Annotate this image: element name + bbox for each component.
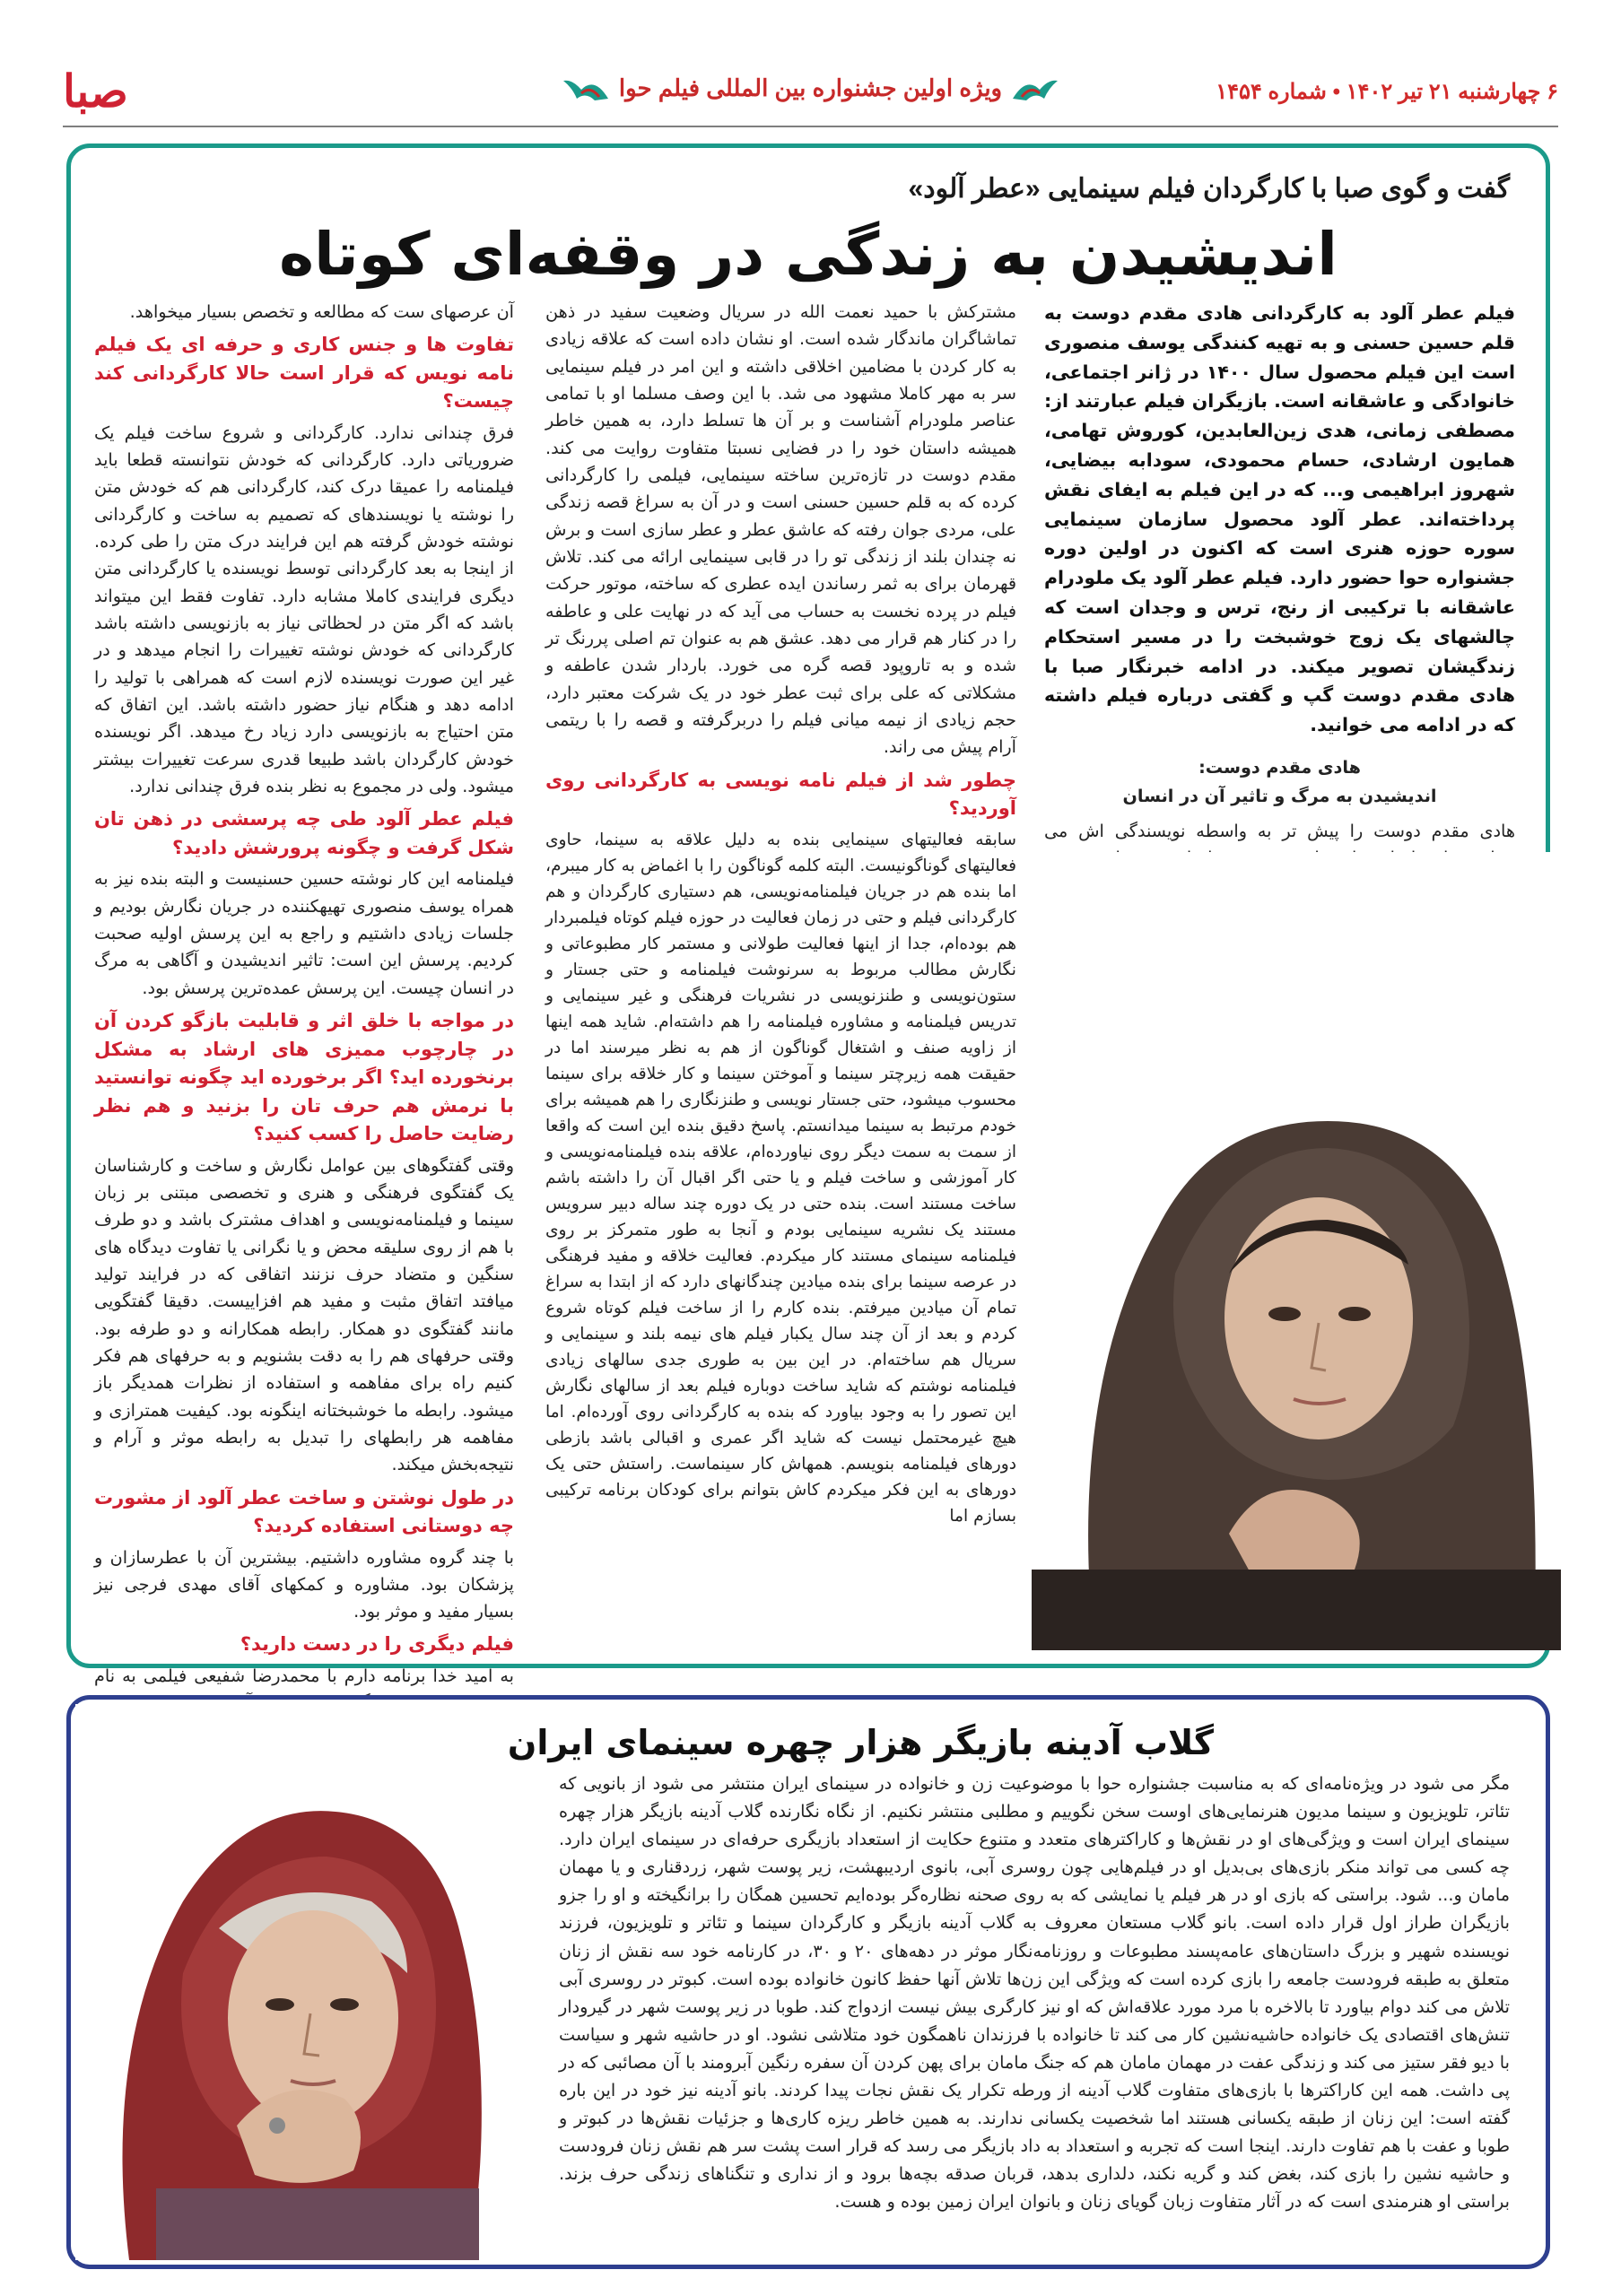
column-2-text: مشترکش با حمید نعمت الله در سریال وضعیت سفید در ذهن تماشاگران ماندگار شده است. او نشان داده است که علاقه زیادی به کار کردن با مضامین اخلاقی داشته و این امر در فیلم سینمایی سر به مهر کاملا مشهود می شد. با این وصف مسلما او با تمامی عناصر ملودرام آشناست و بر آن ها تسلط دارد، به همین خاطر همیشه داستان خود را در فضایی نسبتا متفاوت روایت می کند. مقدم دوست در تازه‌ترین ساخته سینمایی، فیلمی را کارگردانی کرده که به قلم حسین حسنی است و در آن به سراغ قصه زندگی علی، مردی جوان رفته که عاشق عطر و عطر سازی است و برش نه چندان بلند از زندگی تو را در قابی سینمایی ارائه می کند. تلاش قهرمان برای به ثمر رساندن ایده عطری که ساخته، موتور حرکت فیلم در پرده نخست به حساب می آید که در نهایت علی و عاطفه را در کنار هم قرار می دهد. عشق هم به عنوان تم اصلی پررنگ تر شده و به تاروپود قصه گره می خورد. باردار شدن عاطفه و مشکلاتی که علی برای ثبت عطر خود در یک شرکت معتبر دارد، حجم زیادی از نیمه میانی فیلم را دربرگرفته و قصه را با ریتمی آرام پیش می راند. <box>545 301 1016 758</box>
answer-5: با چند گروه مشاوره داشتیم. بیشترین آن با عطرسازان و پزشکان بود. مشاوره و کمکهای آقای مهدی فرجی نیز بسیار مفید و موثر بود. <box>94 1546 514 1622</box>
festival-title: ویژه اولین جشنواره بین المللی فیلم حوا <box>618 74 1003 101</box>
actress-portrait-image <box>1032 852 1561 1650</box>
column-3-intro: آن عرصهای ست که مطالعه و تخصص بسیار میخواهد. <box>129 301 514 322</box>
question-6: فیلم دیگری را در دست دارید؟ <box>240 1633 514 1656</box>
sidebar-text: مگر می شود در ویژه‌نامه‌ای که به مناسبت جشنواره حوا با موضوعیت زن و خانواده در سینمای ایران منتشر می شود از بانویی که تئاتر، تلویزیون و سینما مدیون هنرنمایی‌های اوست سخن نگوییم و مطلبی منتشر نکنیم. از نگاه نگارنده گلاب آدینه بازیگر هزار چهره سینمای ایران است و ویژگی‌های او در نقش‌ها و کاراکترهای متعدد و متنوع حکایت از استعداد بازیگری حرفه‌ای در سینمای ایران دارد. چه کسی می تواند منکر بازی‌های بی‌بدیل او در فیلم‌هایی چون روسری آبی، بانوی اردیبهشت، زیر پوست شهر، زردقناری و یا مهمان مامان و... شود. براستی که بازی او در هر فیلم یا نمایشی که به روی صحنه نظاره‌گر بوده‌ایم تحسین همگان را برانگیخته و او را جزو بازیگران طراز اول قرار داده است. بانو گلاب مستعان معروف به گلاب آدینه بازیگر و کارگردان سینما و تئاتر و تلویزیون، فرزند نویسنده شهیر و بزرگ داستان‌های عامه‌پسند مطبوعات و روزنامه‌نگار موثر در دهه‌های ۲۰ و ۳۰، در کارنامه خود سه نقش از زنان متعلق به طبقه فرودست جامعه را بازی کرده است که ویژگی این زن‌ها تلاش آنها حفظ کانون خانواده بوده است. کبوتر در روسری آبی تلاش می کند دوام بیاورد تا بالاخره با مرد مورد علاقه‌اش که او نیز کارگری بیش نیست ازدواج کند. طوبا در زیر پوست شهر در گیرودار تنش‌های اقتصادی یک خانواده حاشیه‌نشین کار می کند تا خانواده با فرزندان ناهمگون خود متلاشی نشود. او در حاشیه شهر و سیاست با دیو فقر ستیز می کند و زندگی عفت در مهمان مامان هم که جنگ مامان برای پهن کردن آن سفره رنگین آبرومند با آن مصائبی که در پی داشت. همه این کاراکترها با بازی‌های متفاوت گلاب آدینه از ورطه تکرار یک نقش نجات پیدا کردند. بانو آدینه نیز خود در این باره گفته است: این زنان از طبقه یکسانی هستند اما شخصیت یکسانی ندارند. به همین خاطر ریزه کاری‌ها و جزئیات نقش‌ها در کبوتر و طوبا و عفت با هم تفاوت دارند. اینجا است که تجربه و استعداد به داد بازیگر می رسد که قرار است پشت سر هم نقش زنان فرودست و حاشیه نشین را بازی کند، بغض کند و گریه نکند، دلداری بدهد، قربان صدقه بچه‌ها برود و از نداری و تنگناهای زندگی حرف بزند. براستی او هنرمندی است که در آثار متفاوت زبان گویای زنان و بانوان ایران زمین بوده و هست. <box>559 1773 1510 2213</box>
header-divider <box>63 126 1558 127</box>
festival-bird-icon <box>1008 72 1062 108</box>
article-subtitle: گفت و گوی صبا با کارگردان فیلم سینمایی «عطر آلود» <box>908 174 1510 204</box>
article-column-1 <box>1044 299 1515 877</box>
question-2: تفاوت ها و جنس کاری و حرفه ای یک فیلم نامه نویس که قرار است حالا کارگردانی کند چیست؟ <box>94 334 514 413</box>
column-1-text: هادی مقدم دوست را پیش تر به واسطه نویسندگی اش می <box>1044 820 1515 841</box>
question-5: در طول نوشتن و ساخت عطر آلود از مشورت چه دوستانی استفاده کردید؟ <box>94 1486 514 1536</box>
byline-sub: اندیشیدن به مرگ و تاثیر آن در انسان <box>1122 786 1437 807</box>
answer-6: به امید خدا برنامه دارم با محمدرضا شفیعی فیلمی به نام <box>94 1665 514 1686</box>
answer-1: سابقه فعالیتهای سینمایی بنده به دلیل علاقه به سینما، حاوی فعالیتهای گوناگونیست. البته کلمه گوناگون را با اغماض به کار میبرم، اما بنده هم در جریان فیلمنامه‌نویسی، هم دستیاری کارگردان و هم کارگردانی فیلم و حتی در زمان فعالیت در حوزه فیلم کوتاه فیلمبردار هم بوده‌ام، جدا از اینها فعالیت طولانی و مستمر کار مطبوعاتی و نگارش مطالب مربوط به سرنوشت فیلمنامه و حتی جستار و ستون‌نویسی و طنزنویسی در نشریات فرهنگی و غیر سینمایی و تدریس فیلمنامه و مشاوره فیلمنامه را هم داشته‌ام. شاید همه اینها از زاویه صنف و اشتغال گوناگون از هم به نظر میرسند اما در حقیقت همه زیرچتر سینما و آموختن سینما و کار خلاقه برای سینما محسوب میشود، حتی جستار نویسی و طنزنگاری را هم همیشه برای خودم مرتبط به سینما میدانستم. پاسخ دقیق بنده این است که واقعا از سمت به سمت دیگر روی نیاورده‌ام، علاقه بنده فیلمنامه‌نویسی و کار آموزشی و ساخت فیلم و یا حتی اگر اقبال آن را داشته باشم ساخت مستند است. بنده حتی در یک دوره چند ساله دبیر سرویس مستند یک نشریه سینمایی بودم و آنجا به طور متمرکز بر روی فیلمنامه سینمای مستند کار میکردم. فعالیت خلاقه و مفید فرهنگی در عرصه سینما برای بنده میادین چندگانهای دارد که از ابتدا به سراغ تمام آن میادین میرفتم. بنده کارم را از ساخت فیلم کوتاه شروع کردم و بعد از آن چند سال یکبار فیلم های نیمه بلند و سینمایی و سریال هم ساخته‌ام. در این بین به طوری جدی سالهای زیادی فیلمنامه نوشتم که شاید ساخت دوباره فیلم بعد از سالهای نگارش این تصور را به وجود بیاورد که بنده به کارگردانی روی آورده‌ام. اما هیچ غیرمحتمل نیست که شاید اگر عمری و اقبالی باشد بازطی دورهای فیلمنامه بنویسم. همهاش کار سینماست. راستش حتی یک دورهای به این فکر میکردم کاش بتوانم برای کودکان برنامه ترکیبی بسازم اما <box>545 830 1016 1526</box>
page-header <box>63 52 1558 133</box>
festival-banner <box>63 72 1558 108</box>
answer-3: فیلمنامه این کار نوشته حسین حسنیست و البته بنده نیز به همراه یوسف منصوری تهیهکننده در جریان نگارش بودیم و جلسات زیادی داشتیم و راجع به این پرسش اولیه صحبت کردیم. پرسش این است: تاثیر اندیشیدن و آگاهی به مرگ در انسان چیست. این پرسش عمده‌ترین پرسش بود. <box>94 868 514 998</box>
article-headline: اندیشیدن به زندگی در وقفه‌ای کوتاه <box>279 220 1338 289</box>
question-4: در مواجه با خلق اثر و قابلیت بازگو کردن آن در چارچوب ممیزی های ارشاد به مشکل برنخورده اید؟ اگر برخورده اید چگونه توانستید با نرمش هم حرف تان را بزنید و هم نظر رضایت حاصل را کسب کنید؟ <box>94 1010 514 1145</box>
article-column-2 <box>545 299 1016 1535</box>
article-lead: فیلم عطر آلود به کارگردانی هادی مقدم دوست به قلم حسین حسنی و به تهیه کنندگی یوسف منصوری است این فیلم محصول سال ۱۴۰۰ در ژانر اجتماعی، خانوادگی و عاشقانه است. بازیگران فیلم عبارتند از: مصطفی زمانی، هدی زین‌العابدین، کوروش تهامی، همایون ارشادی، حسام محمودی، سودابه بیضایی، شهروز ابراهیمی و... که در این فیلم به ایفای نقش پرداخته‌اند. عطر آلود محصول سازمان سینمایی سوره حوزه هنری است که اکنون در اولین دوره جشنواره حوا حضور دارد. فیلم عطر آلود یک ملودرام عاشقانه با ترکیبی از رنج، ترس و وجدان است که چالشهای یک زوج خوشبخت را در مسیر استحکام زندگیشان تصویر میکند. در ادامه خبرنگار صبا با هادی مقدم دوست گپ و گفتی درباره فیلم داشته که در ادامه می خوانید. <box>1044 302 1516 736</box>
newspaper-logo: صبا <box>63 65 128 117</box>
festival-bird-icon <box>559 72 613 108</box>
byline-name: هادی مقدم دوست: <box>1198 756 1361 778</box>
question-3: فیلم عطر آلود طی چه پرسشی در ذهن تان شکل گرفت و چگونه پرورشش دادید؟ <box>94 808 514 858</box>
answer-4: وقتی گفتگوهای بین عوامل نگارش و ساخت و کارشناسان یک گفتگوی فرهنگی و هنری و تخصصی مبتنی بر زبان سینما و فیلمنامه‌نویسی و اهداف مشترک باشد و دو طرف با هم از روی سلیقه محض و یا نگرانی یا تفاوت دیدگاه های سنگین و متضاد حرف نزنند اتفاقی که در فرایند تولید میافتد اتفاق مثبت و مفید هم افزاییست. دقیقا گفتگویی مانند گفتگوی دو همکار. رابطه همکارانه و دو طرفه بود. وقتی حرفهای هم را به دقت بشنویم و به حرفهای هم فکر کنیم راه برای مفاهمه و استفاده از نظرات همدیگر باز میشود. رابطه ما خوشبختانه اینگونه بود. کیفیت همترازی و مفاهمه هر رابطهای را تبدیل به رابطه موثر و آرام و نتیجه‌بخش میکند. <box>94 1154 514 1475</box>
question-1: چطور شد از فیلم نامه نویسی به کارگردانی روی آوردید؟ <box>545 769 1016 820</box>
article-column-3 <box>94 299 514 1750</box>
sidebar-title: گلاب آدینه بازیگر هزار چهره سینمای ایران <box>507 1723 1214 1762</box>
golab-adineh-portrait-image <box>75 1704 506 2260</box>
answer-2: فرق چندانی ندارد. کارگردانی و شروع ساخت فیلم یک ضروریاتی دارد. کارگردانی که خودش نتوانسته قطعا باید فیلمنامه را عمیقا درک کند، کارگردانی هم که خودش متن را نوشته یا نویسندهای که تصمیم به ساخت و کارگردانی نوشته خودش گرفته هم این فرایند درک متن را طی کرده. از اینجا به بعد کارگردانی توسط نویسنده یا کارگردانی متن دیگری فرایندی کاملا مشابه دارد. تفاوت فقط این میتواند باشد که اگر متن در لحظاتی نیاز به بازنویسی داشته باشد کارگردانی که خودش نوشته تغییرات را انجام میدهد و در غیر این صورت نویسنده لازم است که همراهی با تولید را ادامه دهد و هنگام نیاز حضور داشته باشد. این اتفاق که متن احتیاج به بازنویسی دارد زیاد رخ میدهد. اگر نویسنده خودش کارگردان باشد طبیعا قدری سرعت تغییرات بیشتر میشود. ولی در مجموع به نظر بنده فرق چندانی ندارد. <box>94 422 514 797</box>
page-info: ۶ چهارشنبه ۲۱ تیر ۱۴۰۲ • شماره ۱۴۵۴ <box>1216 80 1558 104</box>
